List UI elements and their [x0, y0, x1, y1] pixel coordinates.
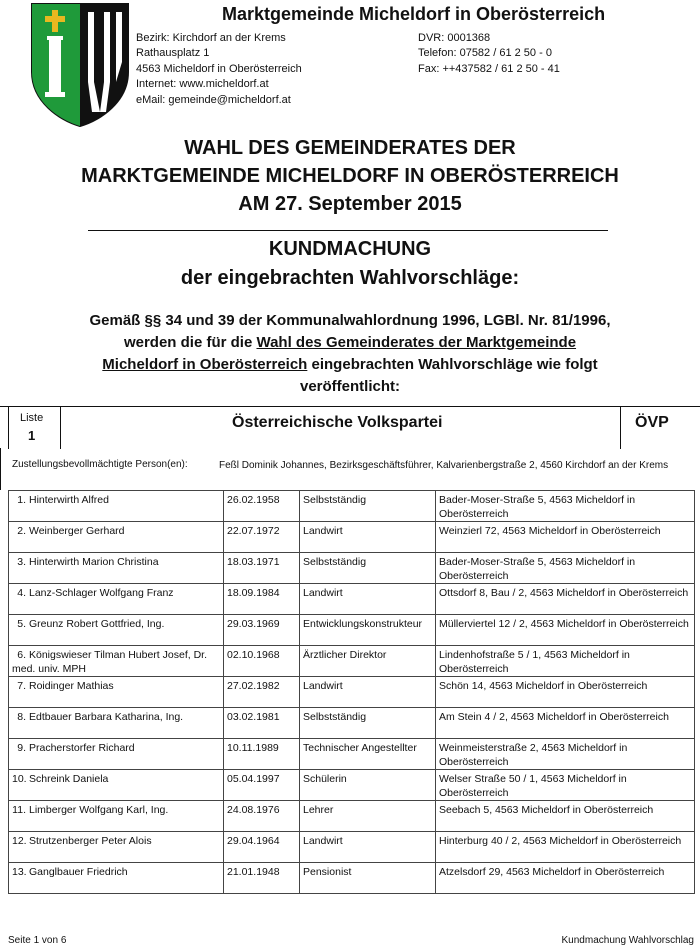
candidate-number: 7.	[17, 680, 26, 692]
candidate-number: 8.	[17, 711, 26, 723]
authorized-person-label: Zustellungsbevollmächtigte Person(en):	[12, 459, 188, 470]
candidate-number: 9.	[17, 742, 26, 754]
candidate-name: Edtbauer Barbara Katharina, Ing.	[29, 711, 184, 723]
candidate-birthdate: 29.03.1969	[224, 615, 300, 646]
candidate-row	[9, 801, 695, 832]
candidate-row	[9, 615, 695, 646]
candidate-number: 10.	[12, 773, 27, 785]
candidate-name: Greunz Robert Gottfried, Ing.	[29, 618, 165, 630]
candidate-address: Bader-Moser-Straße 5, 4563 Micheldorf in Oberösterreich	[436, 491, 695, 522]
candidate-birthdate: 02.10.1968	[224, 646, 300, 677]
website-link[interactable]: Internet: www.micheldorf.at	[136, 78, 269, 91]
candidate-address: Müllerviertel 12 / 2, 4563 Micheldorf in Oberösterreich	[436, 615, 695, 646]
address-block	[136, 31, 302, 108]
candidate-name: Pracherstorfer Richard	[29, 742, 135, 754]
candidate-number: 2.	[17, 525, 26, 537]
candidate-birthdate: 24.08.1976	[224, 801, 300, 832]
candidate-address: Lindenhofstraße 5 / 1, 4563 Micheldorf in Oberösterreich	[436, 646, 695, 677]
candidate-address: Am Stein 4 / 2, 4563 Micheldorf in Oberösterreich	[436, 708, 695, 739]
candidate-row	[9, 584, 695, 615]
candidate-birthdate: 29.04.1964	[224, 832, 300, 863]
candidate-occupation: Pensionist	[300, 863, 436, 894]
phone-number: Telefon: 07582 / 61 2 50 - 0	[418, 47, 552, 60]
candidate-address: Bader-Moser-Straße 5, 4563 Micheldorf in Oberösterreich	[436, 553, 695, 584]
candidate-table	[8, 490, 695, 894]
candidate-name: Hinterwirth Marion Christina	[29, 556, 159, 568]
candidate-row	[9, 739, 695, 770]
candidate-name: Lanz-Schlager Wolfgang Franz	[29, 587, 174, 599]
legal-line	[0, 332, 700, 354]
candidate-row	[9, 832, 695, 863]
candidate-occupation: Selbstständig	[300, 491, 436, 522]
candidate-address: Ottsdorf 8, Bau / 2, 4563 Micheldorf in Oberösterreich	[436, 584, 695, 615]
candidate-name-cell	[9, 832, 224, 863]
candidate-address: Seebach 5, 4563 Micheldorf in Oberösterreich	[436, 801, 695, 832]
party-abbr-cell	[620, 407, 700, 449]
candidate-occupation: Landwirt	[300, 522, 436, 553]
candidate-name-cell	[9, 708, 224, 739]
candidate-name: Roidinger Mathias	[29, 680, 114, 692]
candidate-number: 1.	[17, 494, 26, 506]
candidate-name-cell	[9, 770, 224, 801]
legal-line: Gemäß §§ 34 und 39 der Kommunalwahlordnung 1996, LGBl. Nr. 81/1996,	[89, 312, 611, 329]
page-number: Seite 1 von 6	[8, 935, 67, 946]
candidate-name: Strutzenberger Peter Alois	[29, 835, 152, 847]
candidate-occupation: Entwicklungskonstrukteur	[300, 615, 436, 646]
candidate-birthdate: 22.07.1972	[224, 522, 300, 553]
candidate-name: Königswieser Tilman Hubert Josef, Dr. med. univ. MPH	[12, 649, 207, 675]
legal-line: veröffentlicht:	[299, 378, 400, 395]
candidate-name-cell	[9, 522, 224, 553]
candidate-row	[9, 708, 695, 739]
candidate-occupation: Schülerin	[300, 770, 436, 801]
candidate-name: Schreink Daniela	[29, 773, 109, 785]
candidate-name-cell	[9, 863, 224, 894]
candidate-row	[9, 863, 695, 894]
candidate-number: 13.	[12, 866, 27, 878]
authorized-person-row	[0, 448, 700, 490]
legal-text: werden die für die	[123, 334, 257, 351]
candidate-name-cell	[9, 801, 224, 832]
candidate-occupation: Ärztlicher Direktor	[300, 646, 436, 677]
candidate-row	[9, 677, 695, 708]
election-title-line: MARKTGEMEINDE MICHELDORF IN OBERÖSTERREICH	[81, 165, 619, 187]
candidate-address: Schön 14, 4563 Micheldorf in Oberösterreich	[436, 677, 695, 708]
dvr-number: DVR: 0001368	[418, 32, 491, 44]
candidate-occupation: Landwirt	[300, 832, 436, 863]
candidate-address: Hinterburg 40 / 2, 4563 Micheldorf in Oberösterreich	[436, 832, 695, 863]
legal-text: eingebrachten Wahlvorschläge wie folgt	[307, 356, 598, 373]
authorized-person-value: Feßl Dominik Johannes, Bezirksgeschäftsführer, Kalvarienbergstraße 2, 4560 Kirchdorf an der Krems	[219, 460, 669, 471]
municipality-title: Marktgemeinde Micheldorf in Oberösterreich	[222, 4, 606, 24]
candidate-name-cell	[9, 584, 224, 615]
candidate-name-cell	[9, 553, 224, 584]
candidate-occupation: Landwirt	[300, 677, 436, 708]
candidate-number: 12.	[12, 835, 27, 847]
legal-notice	[0, 310, 700, 398]
candidate-address: Weinmeisterstraße 2, 4563 Micheldorf in Oberösterreich	[436, 739, 695, 770]
party-name: Österreichische Volkspartei	[232, 414, 443, 431]
candidate-number: 4.	[17, 587, 26, 599]
legal-underlined: Wahl des Gemeinderates der Marktgemeinde	[256, 334, 577, 351]
kundmachung-heading	[0, 235, 700, 293]
list-label: Liste	[20, 412, 44, 424]
candidate-number: 3.	[17, 556, 26, 568]
candidate-birthdate: 03.02.1981	[224, 708, 300, 739]
list-number: 1	[28, 428, 36, 443]
candidate-row	[9, 522, 695, 553]
party-abbreviation: ÖVP	[635, 414, 669, 431]
candidate-name-cell	[9, 646, 224, 677]
candidate-birthdate: 27.02.1982	[224, 677, 300, 708]
candidate-row	[9, 553, 695, 584]
candidate-occupation: Selbstständig	[300, 708, 436, 739]
address-line: Bezirk: Kirchdorf an der Krems	[136, 32, 286, 44]
candidate-birthdate: 21.01.1948	[224, 863, 300, 894]
candidate-birthdate: 18.03.1971	[224, 553, 300, 584]
candidate-name: Limberger Wolfgang Karl, Ing.	[29, 804, 169, 816]
party-header	[0, 406, 700, 449]
candidate-row	[9, 491, 695, 522]
candidate-birthdate: 18.09.1984	[224, 584, 300, 615]
candidate-name: Weinberger Gerhard	[29, 525, 125, 537]
list-number-cell	[8, 407, 61, 449]
candidate-name-cell	[9, 739, 224, 770]
kundmachung-subtitle: der eingebrachten Wahlvorschläge:	[180, 267, 520, 289]
candidate-address: Weinzierl 72, 4563 Micheldorf in Oberösterreich	[436, 522, 695, 553]
candidate-birthdate: 26.02.1958	[224, 491, 300, 522]
election-title	[0, 134, 700, 218]
candidate-name-cell	[9, 615, 224, 646]
candidate-birthdate: 10.11.1989	[224, 739, 300, 770]
address-line: 4563 Micheldorf in Oberösterreich	[136, 62, 302, 75]
candidate-address: Welser Straße 50 / 1, 4563 Micheldorf in Oberösterreich	[436, 770, 695, 801]
candidate-row	[9, 770, 695, 801]
candidate-number: 5.	[17, 618, 26, 630]
candidate-occupation: Technischer Angestellter	[300, 739, 436, 770]
election-date: AM 27. September 2015	[238, 193, 462, 215]
document-name: Kundmachung Wahlvorschlag	[561, 935, 694, 946]
candidate-number: 11.	[12, 804, 26, 816]
candidate-name: Hinterwirth Alfred	[29, 494, 109, 506]
candidate-address: Atzelsdorf 29, 4563 Micheldorf in Oberösterreich	[436, 863, 695, 894]
candidate-name-cell	[9, 677, 224, 708]
email-link[interactable]: eMail: gemeinde@micheldorf.at	[136, 93, 291, 106]
candidate-name: Ganglbauer Friedrich	[29, 866, 128, 878]
address-line: Rathausplatz 1	[136, 47, 210, 60]
candidate-occupation: Landwirt	[300, 584, 436, 615]
legal-line	[0, 354, 700, 376]
candidate-name-cell	[9, 491, 224, 522]
candidate-row	[9, 646, 695, 677]
candidate-number: 6.	[17, 649, 26, 661]
contact-block	[418, 31, 560, 77]
candidate-occupation: Lehrer	[300, 801, 436, 832]
legal-underlined: Micheldorf in Oberösterreich	[102, 356, 308, 373]
divider	[88, 230, 608, 231]
election-title-line: WAHL DES GEMEINDERATES DER	[184, 137, 516, 159]
coat-of-arms-icon	[30, 2, 130, 128]
fax-number: Fax: ++437582 / 61 2 50 - 41	[418, 62, 560, 75]
candidate-occupation: Selbstständig	[300, 553, 436, 584]
kundmachung-title: KUNDMACHUNG	[268, 238, 432, 260]
candidate-birthdate: 05.04.1997	[224, 770, 300, 801]
